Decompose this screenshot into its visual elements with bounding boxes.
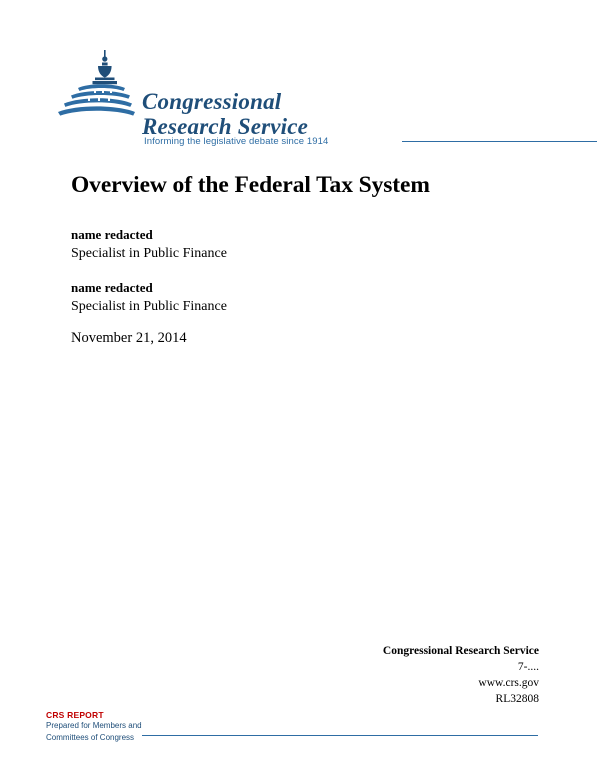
crs-report-label: CRS REPORT (46, 710, 104, 720)
logo-tagline: Informing the legislative debate since 1914 (144, 136, 329, 147)
crs-capitol-dome-logo-icon (58, 48, 136, 130)
footer-divider (142, 735, 538, 736)
footer-report-block (46, 710, 246, 743)
page-title: Overview of the Federal Tax System (71, 172, 430, 198)
footer-prepared-line-2: Committees of Congress (46, 732, 135, 742)
author-role: Specialist in Public Finance (71, 246, 227, 261)
crs-logo-wordmark (142, 90, 402, 139)
footer-report-number: RL32808 (495, 693, 539, 705)
logo-divider (402, 141, 597, 142)
footer-organization: Congressional Research Service (382, 645, 539, 657)
footer-website: www.crs.gov (478, 677, 539, 689)
author-name: name redacted (71, 227, 153, 242)
author-name: name redacted (71, 280, 153, 295)
footer-phone: 7-.... (517, 661, 539, 673)
footer-prepared-line-1: Prepared for Members and (46, 721, 142, 730)
footer-publisher-block (299, 643, 539, 707)
author-role: Specialist in Public Finance (71, 299, 227, 314)
logo-line-research-service: Research Service (142, 114, 309, 139)
author-list (71, 226, 471, 332)
document-date: November 21, 2014 (71, 330, 187, 346)
crs-logo (58, 48, 538, 146)
logo-line-congressional: Congressional (142, 89, 282, 114)
